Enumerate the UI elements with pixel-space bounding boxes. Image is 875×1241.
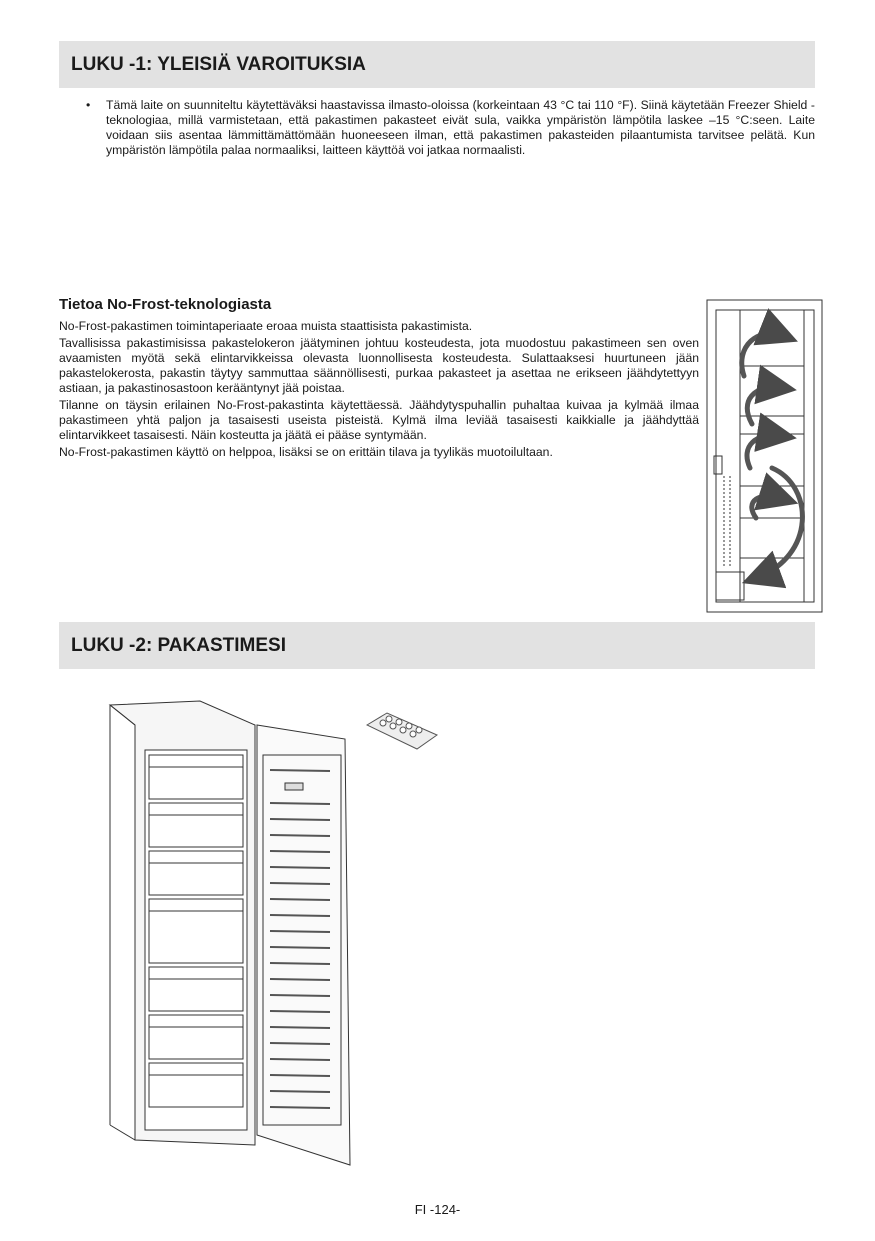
- nofrost-heading: Tietoa No-Frost-teknologiasta: [59, 296, 272, 313]
- chapter-2-title: LUKU -2: PAKASTIMESI: [71, 634, 286, 656]
- nofrost-paragraph: Tavallisissa pakastimisissa pakastelokeron jäätyminen johtuu kosteudesta, jota muodostuu pakastimeen sen oven avaamisten myötä sekä elintarvikkeissa olevasta luonnollisesta kosteudesta. Sulattaaksesi huurtuneen jään pakastelokerosta, pakastin täytyy sammuttaa säännöllisesti, purkaa pakasteet ja asettaa ne erikseen jäähdytettyyn astiaan, ja pakastinosastoon kerääntynyt jää poistaa.: [59, 336, 699, 395]
- freezer-cross-section: [707, 300, 822, 612]
- control-panel-icon: [285, 783, 303, 790]
- freezer-door: [257, 725, 350, 1165]
- nofrost-paragraph: No-Frost-pakastimen toimintaperiaate eroaa muista staattisista pakastimista.: [59, 319, 473, 333]
- nofrost-paragraph: Tilanne on täysin erilainen No-Frost-pakastinta käytettäessä. Jäähdytyspuhallin puhaltaa kuivaa ja kylmää ilmaa pakastimeen yhtä paljon ja tasaisesti useista pisteistä. Kylmä ilma leviää tasaisesti kaikkialle ja jäähdyttää elintarvikkeet tasaisesti. Näin kosteutta ja jäätä ei pääse syntymään.: [59, 398, 699, 442]
- bullet-symbol: •: [86, 98, 91, 112]
- airflow-arrows: [742, 333, 803, 578]
- chapter-1-title: LUKU -1: YLEISIÄ VAROITUKSIA: [71, 53, 366, 75]
- warning-bullet: [86, 98, 815, 158]
- freezer-illustration: [105, 695, 445, 1175]
- nofrost-paragraph: No-Frost-pakastimen käyttö on helppoa, lisäksi se on erittäin tilava ja tyylikäs muotoilultaan.: [59, 445, 553, 459]
- warning-text: Tämä laite on suunniteltu käytettäväksi haastavissa ilmasto-oloissa (korkeintaan 43 °C tai 110 °F). Siinä käytetään Freezer Shield -teknologiaa, millä varmistetaan, että pakastimen pakasteet eivät sula, vaikka ympäristön lämpötila laskee –15 °C:seen. Laite voidaan siis asentaa lämmittämättömään huoneeseen ilman, että pakastimen pakasteiden pilaantumista tarvitsee pelätä. Kun ympäristön lämpötila palaa normaaliksi, laitteen käyttöä voi jatkaa normaalisti.: [106, 98, 815, 157]
- airflow-diagram: [704, 296, 826, 616]
- nofrost-section: [59, 296, 699, 462]
- chapter-1-header: [59, 41, 815, 88]
- ice-tray: [367, 713, 437, 749]
- page-number: FI -124-: [414, 1202, 461, 1217]
- chapter-2-header: [59, 622, 815, 669]
